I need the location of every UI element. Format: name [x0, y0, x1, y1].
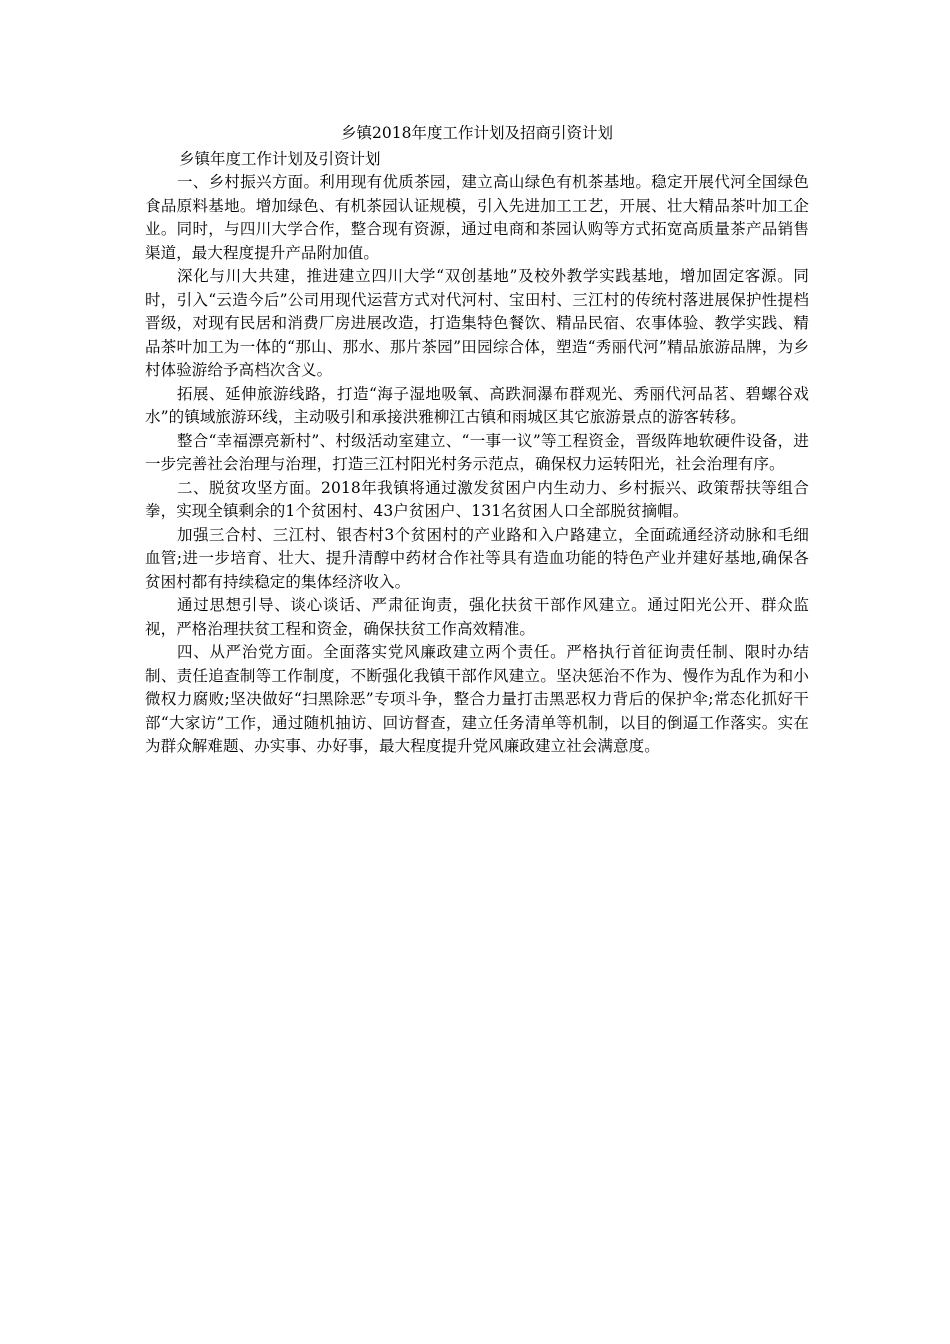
- paragraph-infrastructure: 加强三合村、三江村、银杏村3个贫困村的产业路和入户路建立，全面疏通经济动脉和毛细血管;进一步培育、壮大、提升清醇中药材合作社等具有造血功能的特色产业并建好基地,确保各贫困村都有持续稳定的集体经济收入。: [145, 525, 809, 591]
- paragraph-tourism-routes: 拓展、延伸旅游线路，打造“海子湿地吸氧、高跌洞瀑布群观光、秀丽代河品茗、碧螺谷戏水”的镇域旅游环线，主动吸引和承接洪雅柳江古镇和雨城区其它旅游景点的游客转移。: [145, 384, 809, 426]
- document-page: [145, 122, 809, 759]
- document-title: 乡镇2018年度工作计划及招商引资计划: [341, 124, 613, 142]
- paragraph-village-funds: 整合“幸福漂亮新村”、村级活动室建立、“一事一议”等工程资金，晋级阵地软硬件设备，进一步完善社会治理与治理，打造三江村阳光村务示范点，确保权力运转阳光，社会治理有序。: [145, 431, 809, 473]
- paragraph-party-discipline: 四、从严治党方面。全面落实党风廉政建立两个责任。严格执行首征询责任制、限时办结制、责任追查制等工作制度，不断强化我镇干部作风建立。坚决惩治不作为、慢作为乱作为和小微权力腐败;坚决做好“扫黑除恶”专项斗争，整合力量打击黑恶权力背后的保护伞;常态化抓好干部“大家访”工作，通过随机抽访、回访督查，建立任务清单等机制，以目的倒逼工作落实。实在为群众解难题、办实事、办好事，最大程度提升党风廉政建立社会满意度。: [145, 643, 809, 755]
- paragraph-poverty-alleviation: 二、脱贫攻坚方面。2018年我镇将通过激发贫困户内生动力、乡村振兴、政策帮扶等组合拳，实现全镇剩余的1个贫困村、43户贫困户、131名贫困人口全部脱贫摘帽。: [145, 478, 809, 520]
- paragraph-university-cooperation: 深化与川大共建，推进建立四川大学“双创基地”及校外教学实践基地，增加固定客源。同时，引入“云造今后”公司用现代运营方式对代河村、宝田村、三江村的传统村落进展保护性提档晋级，对现有民居和消费厂房进展改造，打造集特色餐饮、精品民宿、农事体验、教学实践、精品茶叶加工为一体的“那山、那水、那片茶园”田园综合体，塑造“秀丽代河”精品旅游品牌，为乡村体验游给予高档次含义。: [145, 267, 809, 379]
- paragraph-cadre-style: 通过思想引导、谈心谈话、严肃征询责，强化扶贫干部作风建立。通过阳光公开、群众监视，严格治理扶贫工程和资金，确保扶贫工作高效精准。: [145, 596, 809, 638]
- paragraph-rural-revitalization: 一、乡村振兴方面。利用现有优质茶园，建立高山绿色有机茶基地。稳定开展代河全国绿色食品原料基地。增加绿色、有机茶园认证规模，引入先进加工工艺，开展、壮大精品茶叶加工企业。同时，与四川大学合作，整合现有资源，通过电商和茶园认购等方式拓宽高质量茶产品销售渠道，最大程度提升产品附加值。: [145, 173, 809, 262]
- document-subtitle: 乡镇年度工作计划及引资计划: [179, 149, 381, 168]
